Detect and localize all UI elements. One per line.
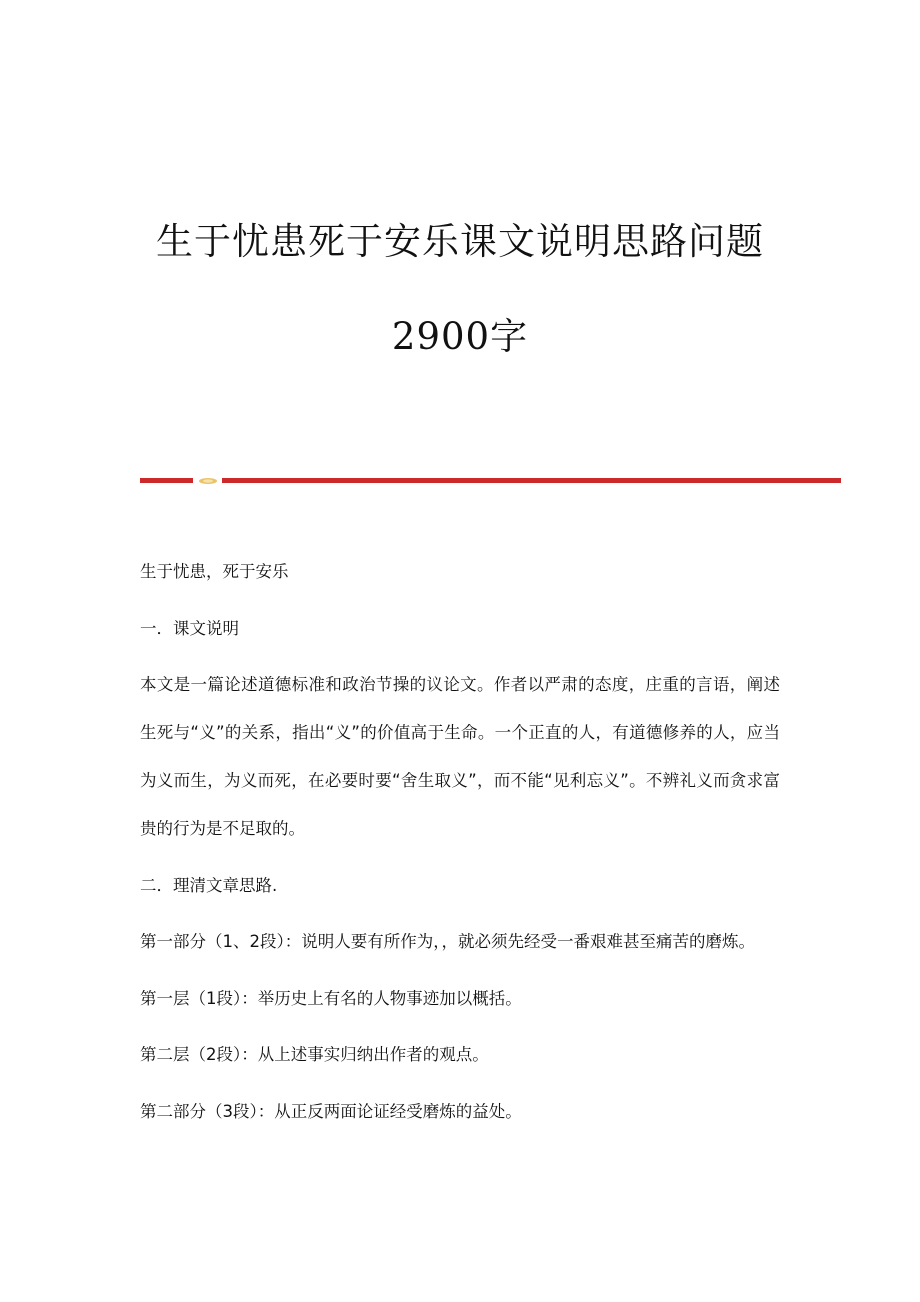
paragraph-layer-two: 第二层（2段）：从上述事实归纳出作者的观点。 xyxy=(140,1045,489,1064)
document-title-line-2: 2900字 xyxy=(391,315,529,358)
paragraph-layer-one: 第一层（1段）：举历史上有名的人物事迹加以概括。 xyxy=(140,988,522,1008)
paragraph-part-one: 第一部分（1、2段）：说明人要有所作为，，就必须先经受一番艰难甚至痛苦的磨炼。 xyxy=(140,932,755,951)
document-title-line-1: 生于忧患死于安乐课文说明思路问题 xyxy=(156,220,764,263)
document-body xyxy=(140,548,780,1144)
divider-bar-left xyxy=(140,478,193,483)
section-heading-explanation: 一．课文说明 xyxy=(140,618,239,638)
paragraph-explanation: 本文是一篇论述道德标准和政治节操的议论文。作者以严肃的态度，庄重的言语，阐述生死与“义”的关系，指出“义”的价值高于生命。一个正直的人，有道德修养的人，应当为义而生，为义而死，在必要时要“舍生取义”，而不能“见利忘义”。不辨礼义而贪求富贵的行为是不足取的。 xyxy=(140,675,780,838)
divider-ornament-icon xyxy=(198,477,218,485)
section-heading-structure: 二．理清文章思路. xyxy=(140,875,278,895)
title-divider xyxy=(140,474,841,488)
divider-bar-right xyxy=(222,478,841,483)
paragraph-part-two: 第二部分（3段）：从正反两面论证经受磨炼的益处。 xyxy=(140,1101,522,1121)
section-heading-main: 生于忧患，死于安乐 xyxy=(140,562,289,581)
